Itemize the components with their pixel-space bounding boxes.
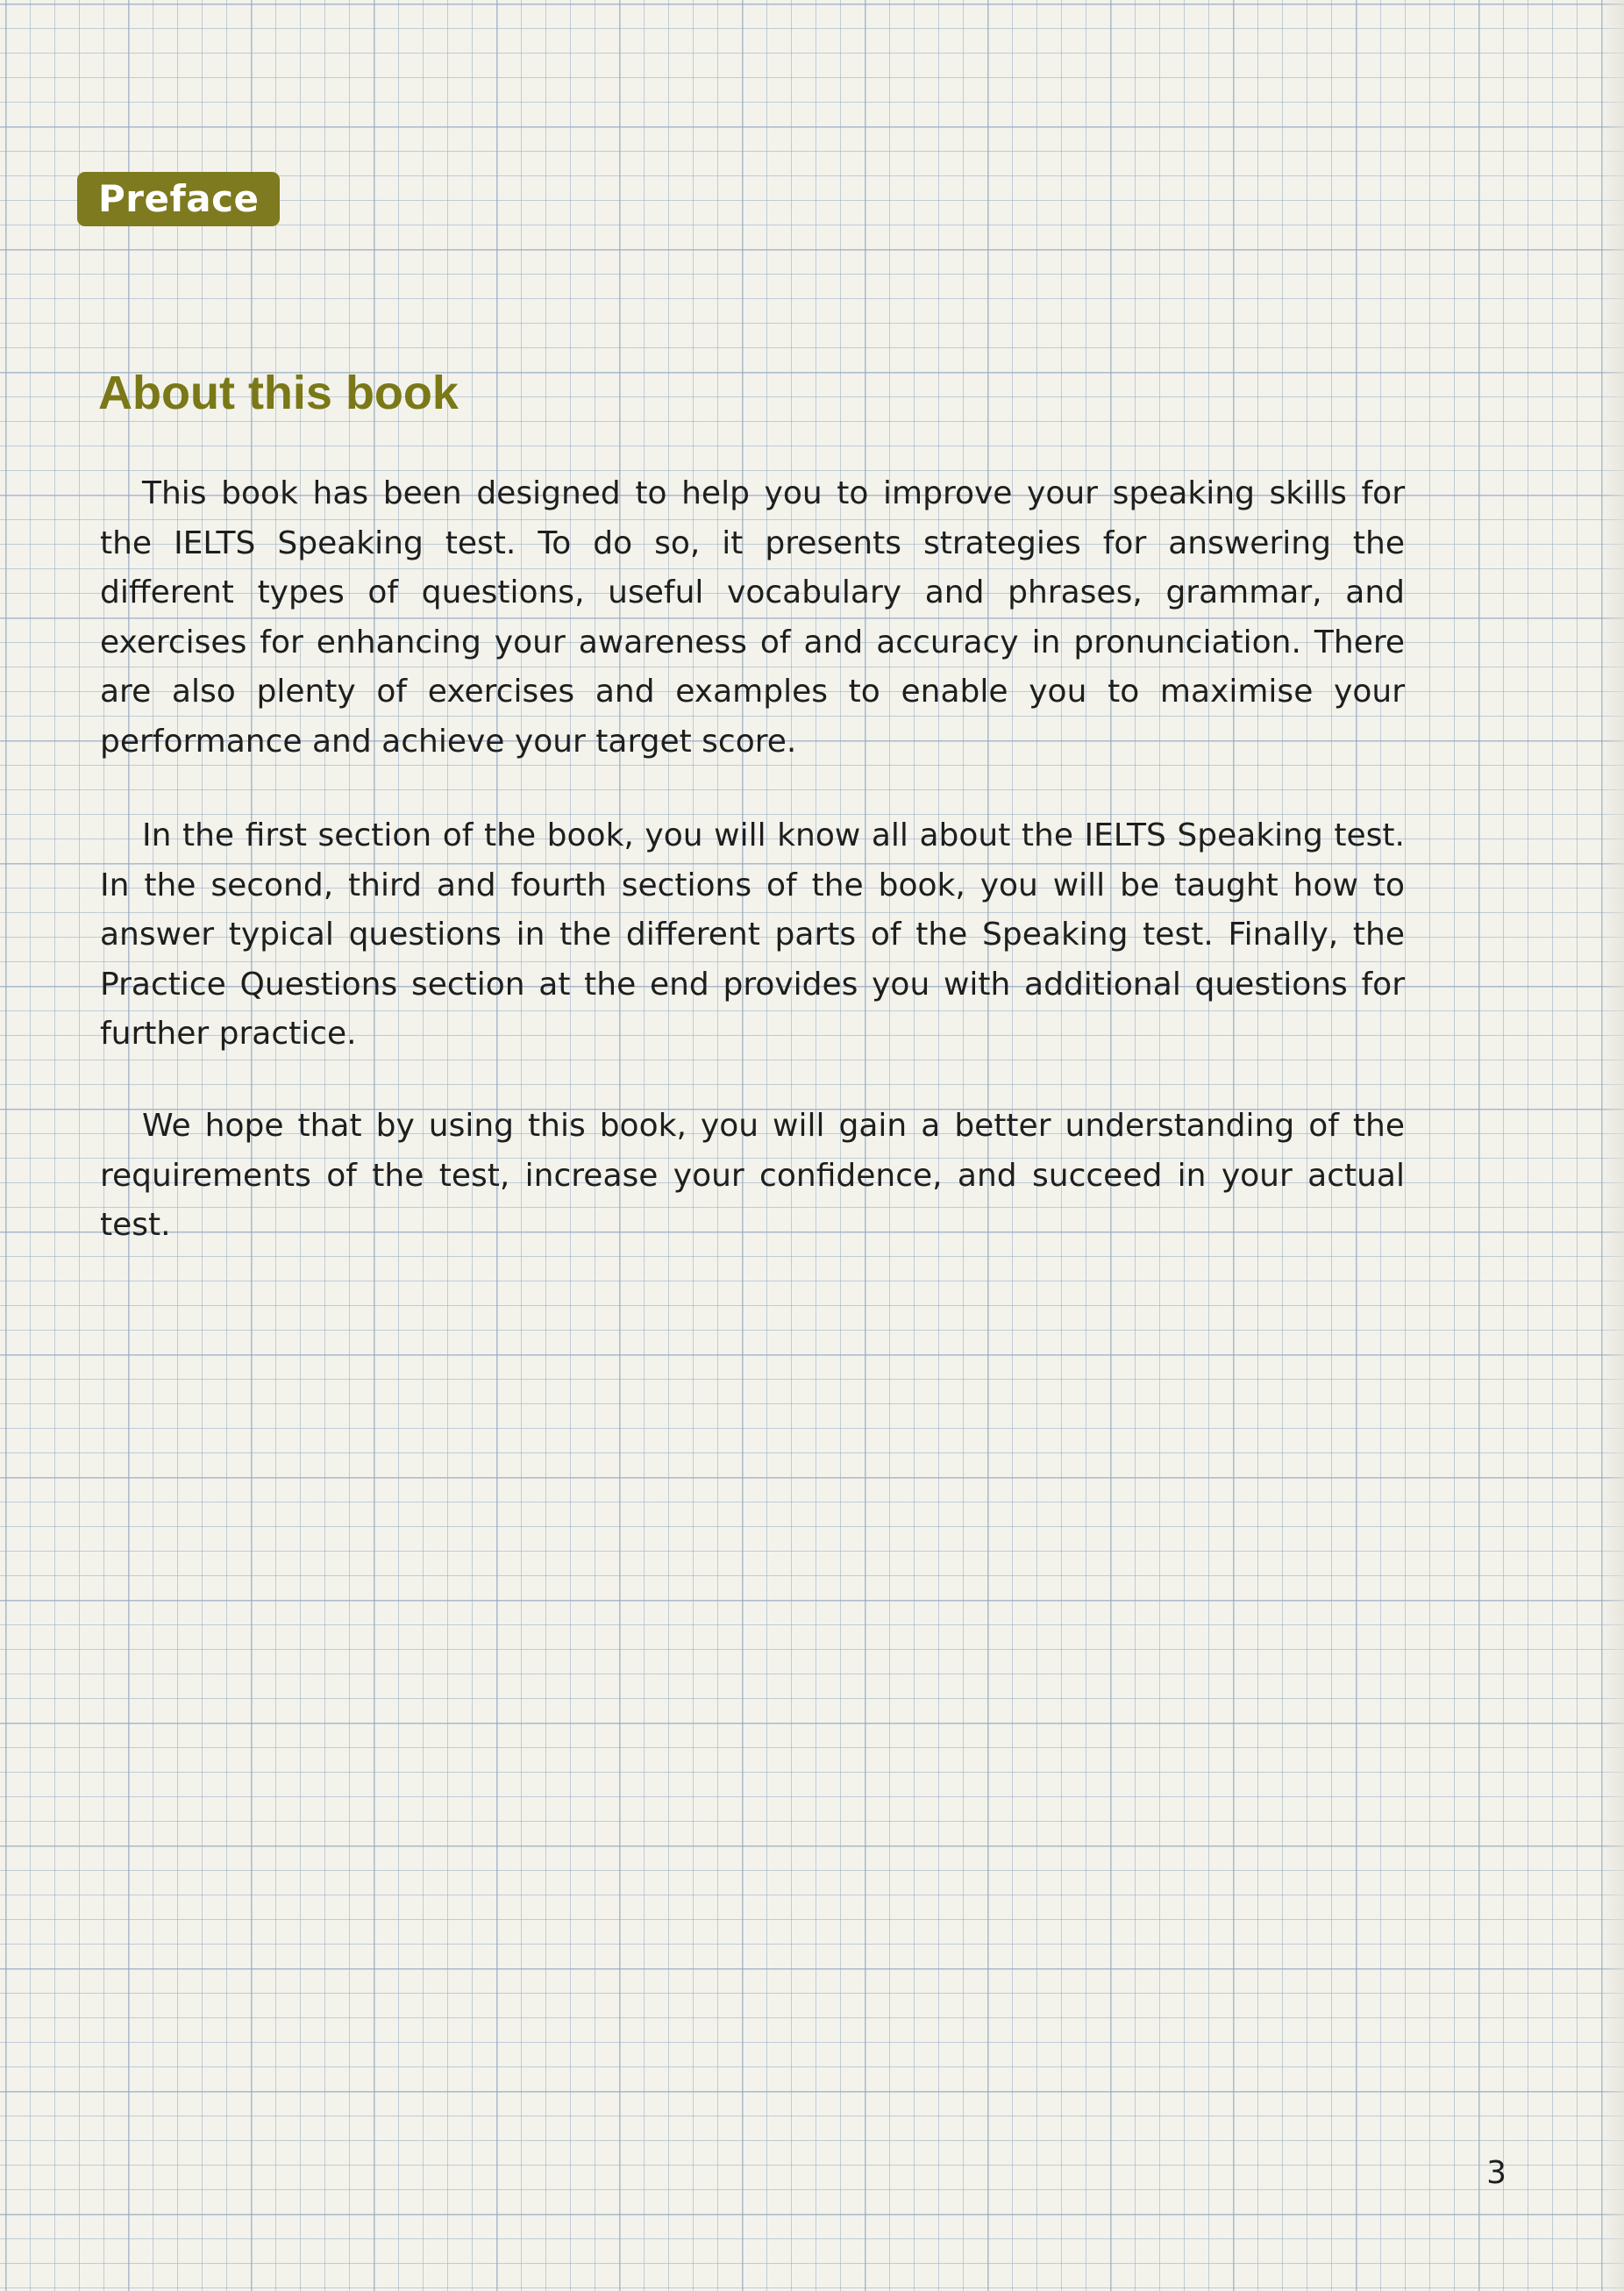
section-tag: Preface bbox=[77, 172, 280, 226]
section-heading: About this book bbox=[98, 367, 459, 419]
page-number: 3 bbox=[1486, 2155, 1506, 2191]
paragraph-closing: We hope that by using this book, you will gain a better understanding of the requirements of the test, increase your confidence, and succeed in your actual test. bbox=[100, 1108, 1405, 1243]
paragraph-intro: This book has been designed to help you to improve your speaking skills for the IELTS Speaking test. To do so, it presents strategies for answering the different types of questions, useful vocabulary and phrases, grammar, and exercises for enhancing your awareness of and accuracy in pronunciation. There are also plenty of exercises and examples to enable you to maximise your performance and achieve your target score. bbox=[100, 475, 1405, 760]
paragraph-sections: In the first section of the book, you will know all about the IELTS Speaking test. In the second, third and fourth sections of the book, you will be taught how to answer typical questions in the different parts of the Speaking test. Finally, the Practice Questions section at the end provides you with additional questions for further practice. bbox=[100, 817, 1405, 1052]
page-edge-shadow bbox=[1599, 0, 1624, 2291]
